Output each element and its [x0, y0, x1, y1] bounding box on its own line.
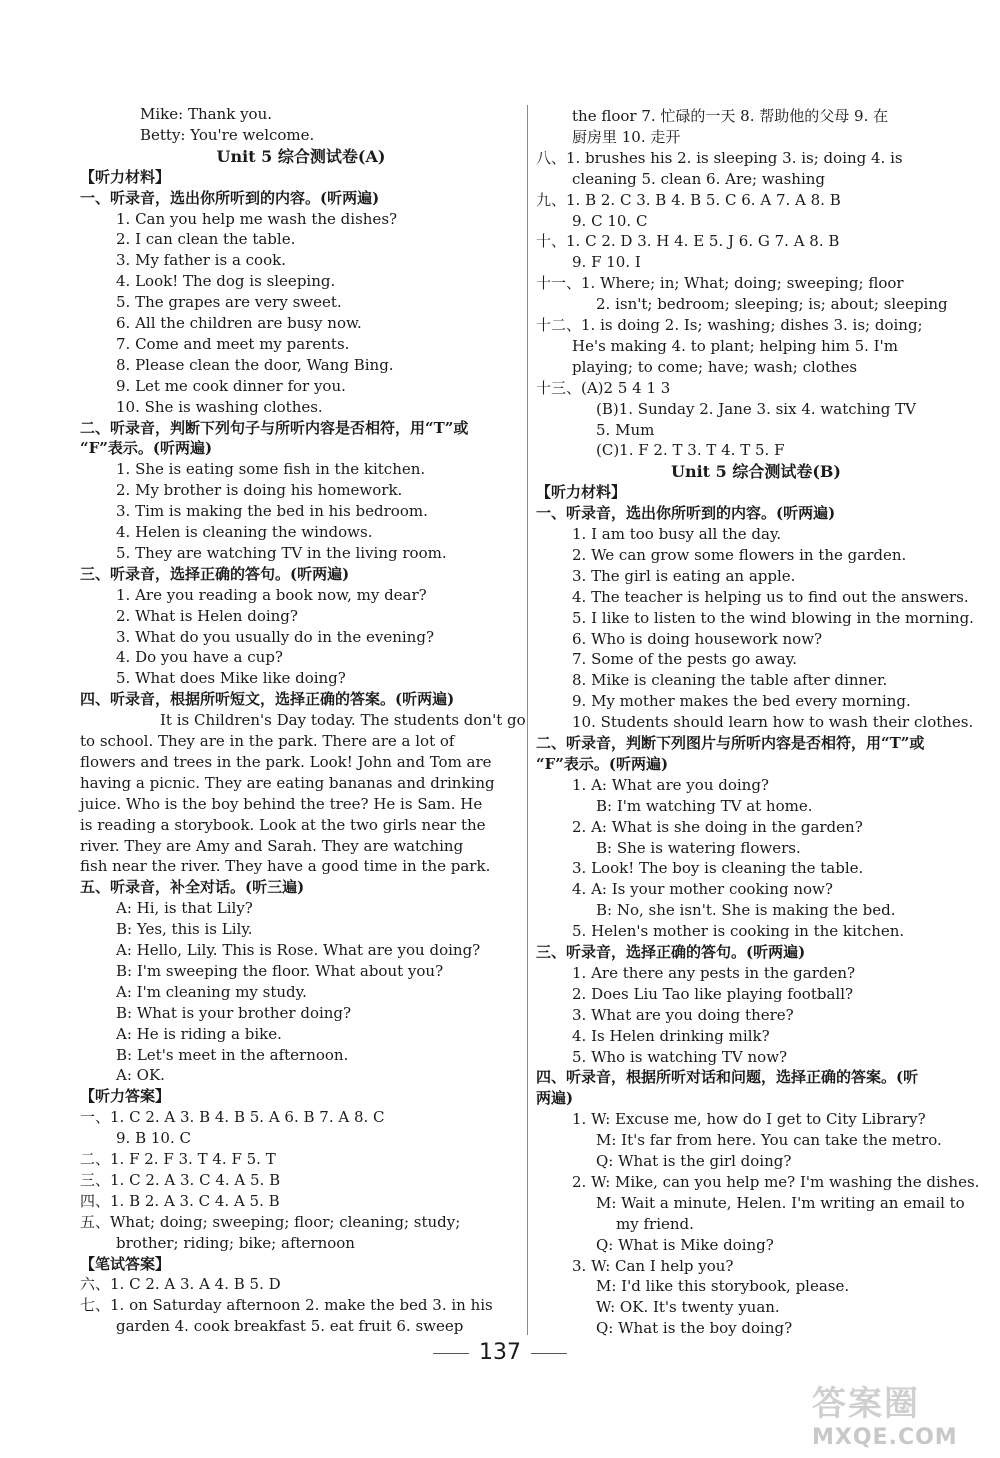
text-line: He's making 4. to plant; helping him 5. I'm: [572, 336, 898, 355]
text-line: 1. W: Excuse me, how do I get to City Library?: [572, 1110, 926, 1129]
watermark-logo: 答案圈: [812, 1384, 920, 1424]
text-line: 9. C 10. C: [572, 211, 648, 230]
text-line: It is Children's Day today. The students don't go: [160, 711, 526, 730]
text-line: B: She is watering flowers.: [596, 838, 801, 857]
text-line: juice. Who is the boy behind the tree? He is Sam. He: [80, 794, 483, 813]
text-line: Q: What is the boy doing?: [596, 1319, 793, 1338]
section-label: 【听力材料】: [536, 483, 627, 502]
question-heading: 四、听录音，根据所听对话和问题，选择正确的答案。(听: [536, 1068, 919, 1087]
text-line: Betty: You're welcome.: [140, 125, 315, 144]
text-line: 2. I can clean the table.: [116, 230, 296, 249]
text-line: B: Let's meet in the afternoon.: [116, 1045, 349, 1064]
question-heading: 三、听录音，选择正确的答句。(听两遍): [80, 564, 350, 583]
watermark-url: MXQE.COM: [812, 1425, 958, 1450]
text-line: Q: What is Mike doing?: [596, 1235, 774, 1254]
text-line: 10. She is washing clothes.: [116, 397, 323, 416]
text-line: 5. Who is watching TV now?: [572, 1047, 788, 1066]
page-number: 137: [479, 1340, 521, 1365]
text-line: 5. I like to listen to the wind blowing in the morning.: [572, 608, 974, 627]
text-line: 4. A: Is your mother cooking now?: [572, 880, 833, 899]
text-line: B: I'm watching TV at home.: [596, 796, 813, 815]
question-heading: 二、听录音，判断下列句子与所听内容是否相符，用“T”或: [80, 418, 469, 437]
text-line: to school. They are in the park. There are a lot of: [80, 732, 455, 750]
text-line: 6. All the children are busy now.: [116, 314, 362, 332]
text-line: W: OK. It's twenty yuan.: [596, 1298, 780, 1317]
text-line: brother; riding; bike; afternoon: [116, 1233, 355, 1252]
question-heading: 五、听录音，补全对话。(听三遍): [80, 878, 305, 897]
text-line: B: Yes, this is Lily.: [116, 920, 253, 939]
section-label: 【听力材料】: [80, 167, 171, 186]
text-line: B: What is your brother doing?: [116, 1003, 352, 1022]
text-line: 2. isn't; bedroom; sleeping; is; about; sleeping: [596, 295, 948, 314]
text-line: 3. W: Can I help you?: [572, 1256, 734, 1275]
text-line: 7. Some of the pests go away.: [572, 650, 797, 669]
text-line: 4. Helen is cleaning the windows.: [116, 523, 373, 541]
text-line: A: I'm cleaning my study.: [116, 982, 307, 1001]
text-line: 5. They are watching TV in the living room.: [116, 543, 447, 562]
text-line: the floor 7. 忙碌的一天 8. 帮助他的父母 9. 在: [572, 107, 889, 125]
text-line: B: No, she isn't. She is making the bed.: [596, 901, 896, 920]
text-line: 1. I am too busy all the day.: [572, 525, 782, 543]
text-line: M: Wait a minute, Helen. I'm writing an email to: [596, 1193, 965, 1212]
text-line: river. They are Amy and Sarah. They are watching: [80, 836, 464, 855]
watermark: [812, 1376, 992, 1454]
text-line: 1. Are there any pests in the garden?: [572, 963, 856, 982]
text-line: 1. Can you help me wash the dishes?: [116, 209, 398, 228]
text-line: 3. Look! The boy is cleaning the table.: [572, 859, 864, 878]
question-heading: 一、听录音，选出你所听到的内容。(听两遍): [80, 188, 380, 207]
text-line: 1. She is eating some fish in the kitchen.: [116, 460, 426, 479]
text-line: 九、1. B 2. C 3. B 4. B 5. C 6. A 7. A 8. B: [536, 190, 841, 209]
section-title: Unit 5 综合测试卷(B): [671, 462, 841, 482]
column-divider: [527, 105, 528, 1335]
text-line: 2. W: Mike, can you help me? I'm washing the dishes.: [572, 1172, 980, 1191]
text-line: is reading a storybook. Look at the two girls near the: [80, 815, 486, 834]
question-heading: 一、听录音，选出你所听到的内容。(听两遍): [536, 504, 836, 523]
text-line: 3. What do you usually do in the evening?: [116, 627, 434, 646]
section-title: Unit 5 综合测试卷(A): [216, 146, 386, 166]
text-line: flowers and trees in the park. Look! John and Tom are: [80, 752, 492, 771]
text-line: A: Hello, Lily. This is Rose. What are you doing?: [116, 941, 481, 959]
question-heading: “F”表示。(听两遍): [536, 754, 669, 773]
section-label: 【听力答案】: [80, 1087, 171, 1106]
text-line: 十一、1. Where; in; What; doing; sweeping; floor: [536, 274, 904, 293]
text-line: A: OK.: [116, 1066, 165, 1085]
text-line: 3. My father is a cook.: [116, 251, 286, 270]
text-line: Q: What is the girl doing?: [596, 1152, 792, 1170]
text-line: 8. Mike is cleaning the table after dinner.: [572, 671, 888, 690]
text-line: 9. F 10. I: [572, 253, 641, 272]
text-line: A: He is riding a bike.: [116, 1024, 282, 1043]
text-line: 6. Who is doing housework now?: [572, 629, 823, 648]
text-line: 3. What are you doing there?: [572, 1005, 794, 1024]
text-line: 2. We can grow some flowers in the garden.: [572, 545, 907, 564]
text-line: 七、1. on Saturday afternoon 2. make the bed 3. in his: [80, 1296, 493, 1315]
text-line: 六、1. C 2. A 3. A 4. B 5. D: [80, 1275, 281, 1294]
text-line: 4. Do you have a cup?: [116, 648, 283, 667]
text-line: 3. Tim is making the bed in his bedroom.: [116, 502, 428, 521]
text-line: 十三、(A)2 5 4 1 3: [536, 378, 671, 397]
text-line: 4. Look! The dog is sleeping.: [116, 272, 336, 291]
text-line: 二、1. F 2. F 3. T 4. F 5. T: [80, 1150, 276, 1168]
question-heading: 四、听录音，根据所听短文，选择正确的答案。(听两遍): [80, 690, 455, 709]
question-heading: 二、听录音，判断下列图片与所听内容是否相符，用“T”或: [536, 734, 925, 752]
text-line: 5. Helen's mother is cooking in the kitchen.: [572, 922, 905, 941]
text-line: B: I'm sweeping the floor. What about you?: [116, 961, 444, 980]
text-line: 一、1. C 2. A 3. B 4. B 5. A 6. B 7. A 8. C: [80, 1108, 385, 1127]
text-line: 10. Students should learn how to wash their clothes.: [572, 713, 974, 732]
text-line: 4. Is Helen drinking milk?: [572, 1026, 770, 1045]
text-line: 5. Mum: [596, 420, 655, 439]
text-line: 9. My mother makes the bed every morning.: [572, 692, 911, 711]
page-footer: [0, 1340, 1000, 1365]
text-line: 5. What does Mike like doing?: [116, 669, 346, 688]
text-line: 1. A: What are you doing?: [572, 775, 769, 794]
text-line: A: Hi, is that Lily?: [116, 899, 253, 918]
text-line: 十二、1. is doing 2. Is; washing; dishes 3. is; doing;: [536, 316, 923, 334]
text-line: having a picnic. They are eating bananas and drinking: [80, 773, 495, 792]
text-line: M: It's far from here. You can take the metro.: [596, 1131, 942, 1150]
text-line: 9. B 10. C: [116, 1129, 191, 1148]
text-line: Mike: Thank you.: [140, 105, 273, 123]
footer-dash-left: [433, 1353, 469, 1354]
text-line: 四、1. B 2. A 3. C 4. A 5. B: [80, 1191, 280, 1210]
text-line: garden 4. cook breakfast 5. eat fruit 6. sweep: [116, 1317, 464, 1336]
text-line: 4. The teacher is helping us to find out the answers.: [572, 587, 969, 606]
text-line: 2. What is Helen doing?: [116, 606, 298, 625]
text-line: 2. A: What is she doing in the garden?: [572, 817, 863, 836]
text-line: M: I'd like this storybook, please.: [596, 1277, 850, 1296]
text-line: 8. Please clean the door, Wang Bing.: [116, 355, 394, 374]
text-line: (C)1. F 2. T 3. T 4. T 5. F: [596, 441, 785, 460]
question-heading: “F”表示。(听两遍): [80, 439, 213, 458]
text-line: 5. The grapes are very sweet.: [116, 293, 342, 312]
text-line: playing; to come; have; wash; clothes: [572, 357, 858, 376]
text-line: 2. My brother is doing his homework.: [116, 481, 403, 500]
question-heading: 两遍): [536, 1089, 574, 1108]
text-line: my friend.: [616, 1214, 694, 1233]
footer-dash-right: [531, 1353, 567, 1354]
text-line: 1. Are you reading a book now, my dear?: [116, 585, 427, 604]
text-line: 厨房里 10. 走开: [572, 127, 681, 146]
text-line: 3. The girl is eating an apple.: [572, 566, 796, 585]
text-line: cleaning 5. clean 6. Are; washing: [572, 169, 826, 188]
text-line: 十、1. C 2. D 3. H 4. E 5. J 6. G 7. A 8. B: [536, 232, 840, 251]
text-line: 五、What; doing; sweeping; floor; cleaning; study;: [80, 1212, 461, 1231]
text-line: 八、1. brushes his 2. is sleeping 3. is; doing 4. is: [536, 148, 903, 167]
question-heading: 三、听录音，选择正确的答句。(听两遍): [536, 943, 806, 961]
text-line: 2. Does Liu Tao like playing football?: [572, 984, 854, 1003]
text-line: (B)1. Sunday 2. Jane 3. six 4. watching TV: [596, 399, 916, 418]
section-label: 【笔试答案】: [80, 1254, 171, 1273]
text-line: 9. Let me cook dinner for you.: [116, 376, 346, 395]
text-line: 三、1. C 2. A 3. C 4. A 5. B: [80, 1170, 281, 1189]
text-line: 7. Come and meet my parents.: [116, 334, 350, 353]
text-line: fish near the river. They have a good time in the park.: [80, 857, 491, 876]
